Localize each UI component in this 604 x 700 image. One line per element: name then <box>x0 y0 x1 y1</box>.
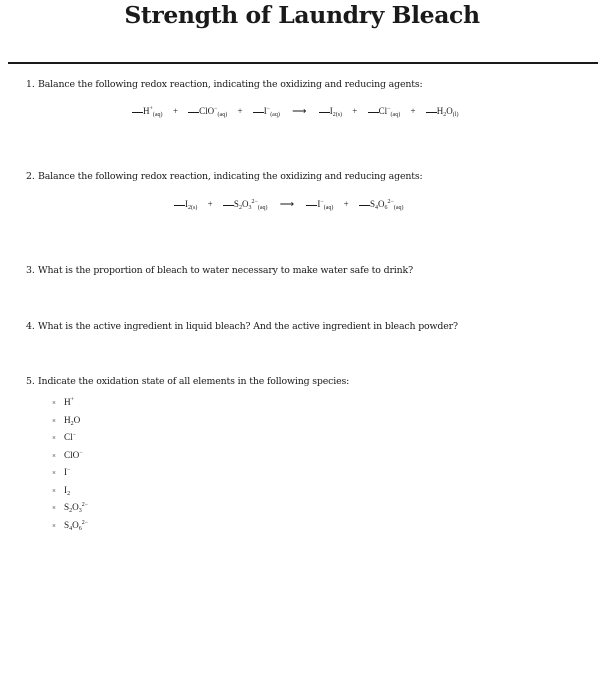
question-text: Balance the following redox reaction, indicating the oxidizing and reducing agents: <box>38 171 423 182</box>
plus-sign: + <box>172 106 178 116</box>
bullet-icon: × <box>52 521 56 530</box>
page-title: Strength of Laundry Bleach <box>124 1 480 29</box>
question-5 <box>26 376 349 387</box>
bullet-icon: × <box>52 451 56 460</box>
list-item: × $I_2$ <box>52 484 71 497</box>
question-number: 3. <box>26 265 35 276</box>
plus-sign: + <box>237 106 243 116</box>
bullet-icon: × <box>52 486 56 495</box>
plus-sign: + <box>343 199 349 209</box>
plus-sign: + <box>207 199 213 209</box>
question-text: What is the proportion of bleach to water necessary to make water safe to drink? <box>38 265 413 276</box>
bullet-icon: × <box>52 416 56 425</box>
title-divider <box>8 62 598 64</box>
answer-blank[interactable] <box>188 112 199 113</box>
question-3 <box>26 265 413 276</box>
question-1 <box>26 79 423 90</box>
answer-blank[interactable] <box>306 205 317 206</box>
answer-blank[interactable] <box>319 112 330 113</box>
bullet-icon: × <box>52 434 56 442</box>
answer-blank[interactable] <box>359 205 370 206</box>
answer-blank[interactable] <box>223 205 234 206</box>
species-h-plus: $H^+_{(aq)}$ <box>132 106 163 116</box>
question-text: Indicate the oxidation state of all elements in the following species: <box>38 376 350 387</box>
question-number: 4. <box>26 321 35 332</box>
species-tetrathionate: $S_4O_6^{2-}_{(aq)}$ <box>359 199 404 209</box>
question-number: 5. <box>26 376 35 387</box>
list-item: × $S_4O_6^{2-}$ <box>52 519 89 532</box>
species-iodine: $I_{2(s)}$ <box>319 106 342 116</box>
question-text: What is the active ingredient in liquid bleach? And the active ingredient in bleach powder? <box>38 321 458 332</box>
species-water: $H_2O_{(l)}$ <box>426 106 459 116</box>
question-text: Balance the following redox reaction, indicating the oxidizing and reducing agents: <box>38 79 423 90</box>
bullet-icon: × <box>52 399 56 407</box>
species-clo: ClO−$_{(aq)}$ <box>188 106 227 116</box>
plus-sign: + <box>410 106 416 116</box>
question-number: 1. <box>26 79 35 90</box>
species-chloride: $Cl^-_{(aq)}$ <box>368 106 401 116</box>
bullet-icon: × <box>52 504 56 512</box>
bullet-icon: × <box>52 469 56 477</box>
list-item: × ClO− <box>52 449 83 460</box>
equation-1 <box>132 106 458 117</box>
list-item: × I− <box>52 467 71 477</box>
species-iodine: $I_{2(s)}$ <box>174 199 197 209</box>
equation-2 <box>174 199 404 210</box>
species-thiosulfate: $S_2O_3^{2-}_{(aq)}$ <box>223 199 268 209</box>
answer-blank[interactable] <box>253 112 264 113</box>
question-number: 2. <box>26 171 35 182</box>
list-item: × Cl− <box>52 432 77 442</box>
list-item: × $H_2O$ <box>52 414 81 427</box>
list-item: × H+ <box>52 397 75 407</box>
answer-blank[interactable] <box>132 112 143 113</box>
answer-blank[interactable] <box>426 112 437 113</box>
answer-blank[interactable] <box>368 112 379 113</box>
species-iodide: $I^-_{(aq)}$ <box>253 106 280 116</box>
species-list <box>52 397 88 537</box>
species-iodide: $I^-_{(aq)}$ <box>306 199 333 209</box>
list-item: × $S_2O_3^{2-}$ <box>52 502 89 514</box>
plus-sign: + <box>352 106 358 116</box>
question-4 <box>26 321 458 332</box>
question-2 <box>26 171 423 182</box>
reaction-arrow: ⟶ <box>292 106 307 117</box>
reaction-arrow: ⟶ <box>279 199 295 210</box>
answer-blank[interactable] <box>174 205 185 206</box>
